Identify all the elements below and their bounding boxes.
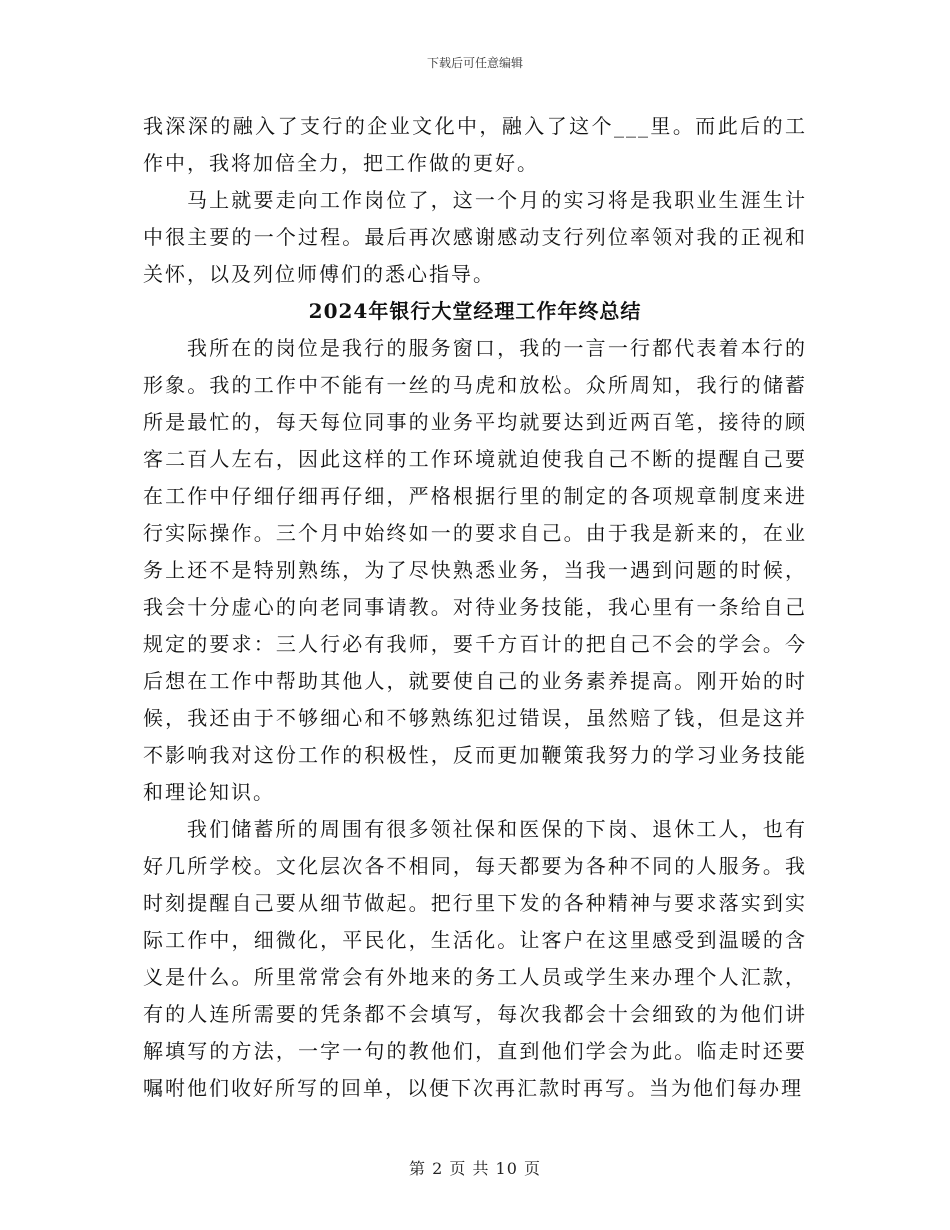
paragraph-continuation: 我深深的融入了支行的企业文化中，融入了这个___里。而此后的工作中，我将加倍全力，把工作做的更好。	[143, 114, 807, 175]
paragraph-customer-service: 我们储蓄所的周围有很多领社保和医保的下岗、退休工人，也有好几所学校。文化层次各不相同，每天都要为各种不同的人服务。我时刻提醒自己要从细节做起。把行里下发的各种精神与要求落实到实际工作中，细微化，平民化，生活化。让客户在这里感受到温暖的含义是什么。所里常常会有外地来的务工人员或学生来办理个人汇款，有的人连所需要的凭条都不会填写，每次我都会十会细致的为他们讲解填写的方法，一字一句的教他们，直到他们学会为此。临走时还要嘱咐他们收好所写的回单，以便下次再汇款时再写。当为他们每办理	[143, 817, 807, 1100]
paragraph-closing: 马上就要走向工作岗位了，这一个月的实习将是我职业生涯生计中很主要的一个过程。最后再次感谢感动支行列位率领对我的正视和关怀，以及列位师傅们的悉心指导。	[143, 188, 807, 286]
page-number: 第 2 页 共 10 页	[409, 1159, 541, 1178]
section-title: 2024年银行大堂经理工作年终总结	[308, 299, 642, 323]
page-header: 下载后可任意编辑	[426, 56, 523, 70]
paragraph-job-duties: 我所在的岗位是我行的服务窗口，我的一言一行都代表着本行的形象。我的工作中不能有一丝的马虎和放松。众所周知，我行的储蓄所是最忙的，每天每位同事的业务平均就要达到近两百笔，接待的顾客二百人左右，因此这样的工作环境就迫使我自己不断的提醒自己要在工作中仔细仔细再仔细，严格根据行里的制定的各项规章制度来进行实际操作。三个月中始终如一的要求自己。由于我是新来的，在业务上还不是特别熟练，为了尽快熟悉业务，当我一遇到问题的时候，我会十分虚心的向老同事请教。对待业务技能，我心里有一条给自己规定的要求：三人行必有我师，要千方百计的把自己不会的学会。今后想在工作中帮助其他人，就要使自己的业务素养提高。刚开始的时候，我还由于不够细心和不够熟练犯过错误，虽然赔了钱，但是这并不影响我对这份工作的积极性，反而更加鞭策我努力的学习业务技能和理论知识。	[143, 336, 807, 804]
document-body	[143, 108, 807, 1107]
